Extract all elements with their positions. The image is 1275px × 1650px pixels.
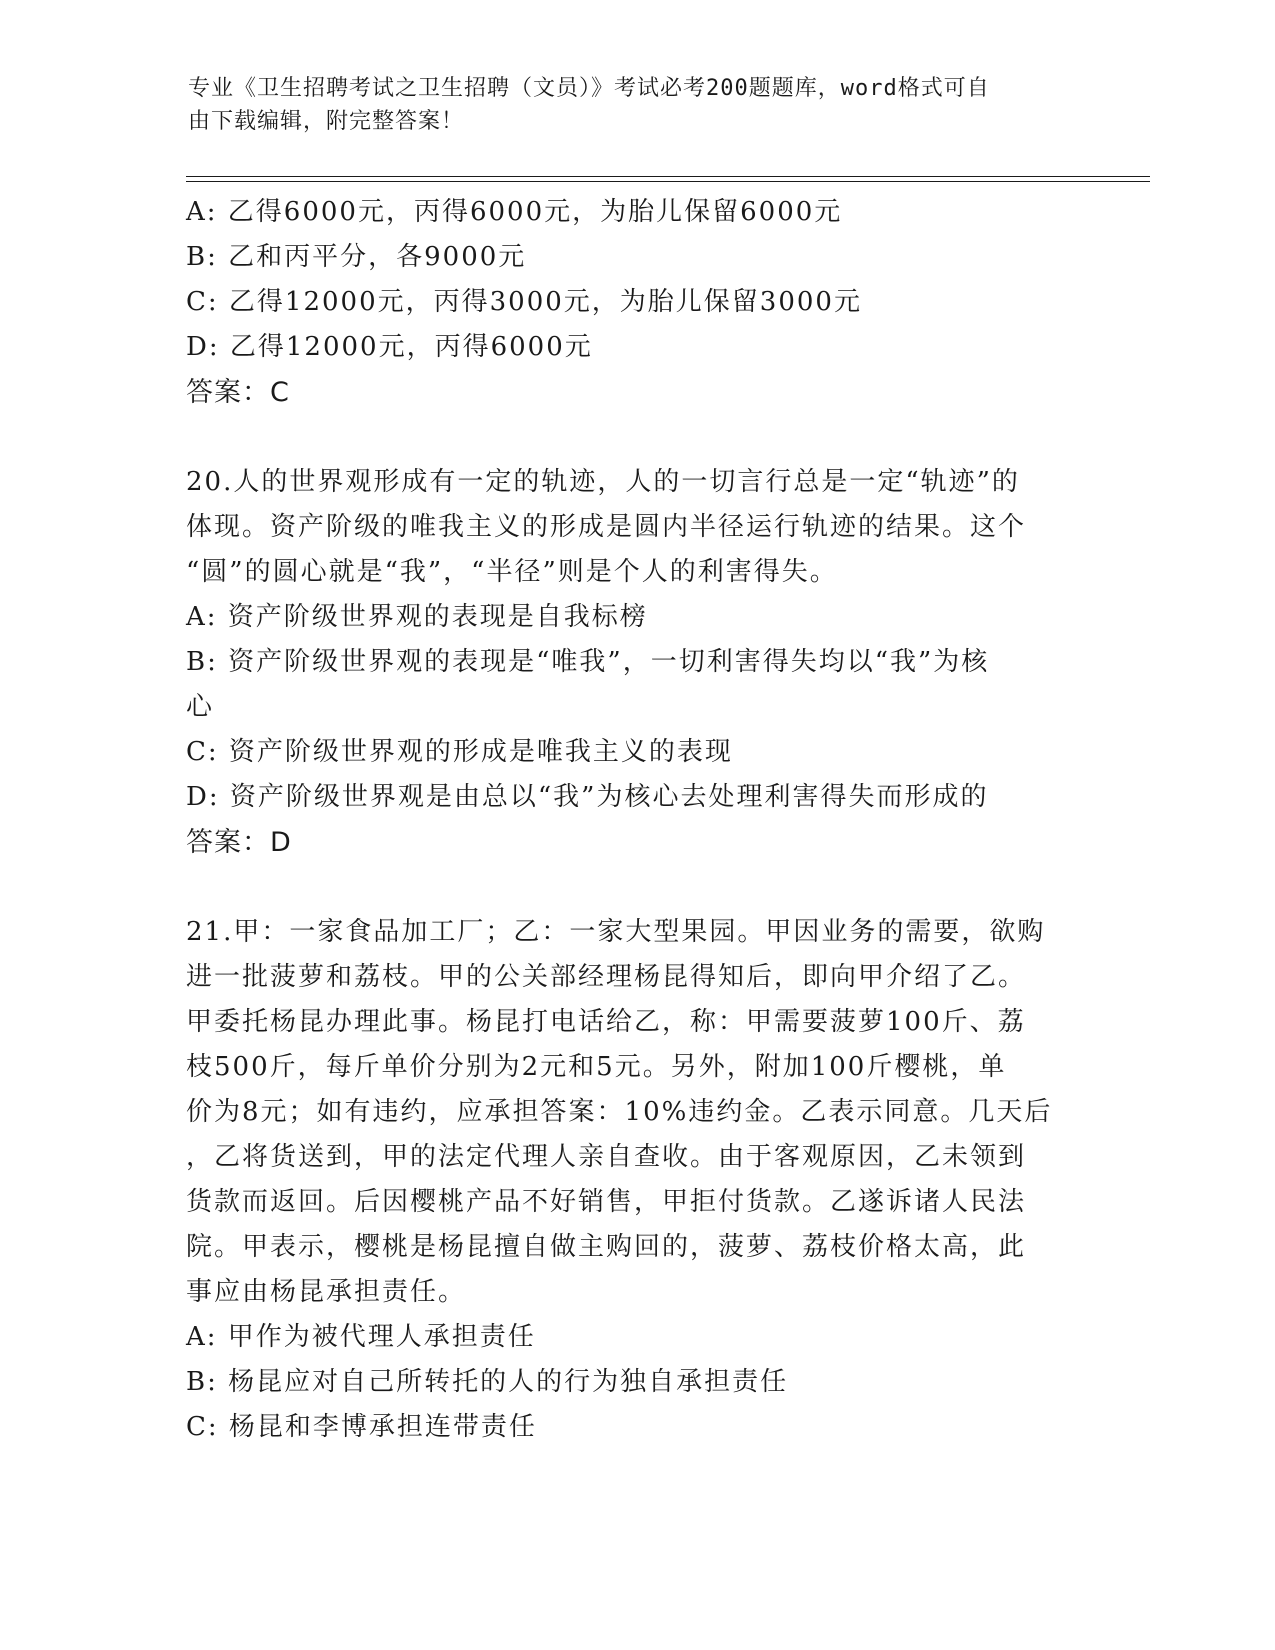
option-c: C: 杨昆和李博承担连带责任: [186, 1412, 537, 1442]
option-a: A: 资产阶级世界观的表现是自我标榜: [186, 602, 648, 632]
answer-line: 答案：C: [186, 377, 290, 408]
header-line-2: 由下载编辑，附完整答案！: [188, 109, 465, 134]
question-stem-line: “圆”的圆心就是“我”，“半径”则是个人的利害得失。: [186, 557, 838, 587]
question-stem-line: 枝500斤，每斤单价分别为2元和5元。另外，附加100斤樱桃，单: [186, 1052, 1007, 1082]
option-b: B: 杨昆应对自己所转托的人的行为独自承担责任: [186, 1367, 789, 1397]
question-stem-line: 21.甲：一家食品加工厂；乙：一家大型果园。甲因业务的需要，欲购: [186, 917, 1046, 947]
option-c: C: 资产阶级世界观的形成是唯我主义的表现: [186, 737, 733, 767]
question-stem-line: ，乙将货送到，甲的法定代理人亲自查收。由于客观原因，乙未领到: [186, 1142, 1027, 1172]
question-stem-line: 体现。资产阶级的唯我主义的形成是圆内半径运行轨迹的结果。这个: [186, 512, 1027, 542]
question-stem-line: 进一批菠萝和荔枝。甲的公关部经理杨昆得知后，即向甲介绍了乙。: [186, 962, 1027, 992]
document-header: [188, 72, 1088, 138]
header-divider-top: [186, 176, 1150, 177]
question-stem-line: 事应由杨昆承担责任。: [186, 1277, 467, 1307]
answer-line: 答案：D: [186, 827, 292, 858]
question-stem-line: 院。甲表示，樱桃是杨昆擅自做主购回的，菠萝、荔枝价格太高，此: [186, 1232, 1027, 1262]
option-b: B: 乙和丙平分，各9000元: [186, 242, 527, 272]
spacer: [186, 415, 1086, 460]
option-b: B: 资产阶级世界观的表现是“唯我”，一切利害得失均以“我”为核: [186, 647, 990, 677]
option-d: D: 资产阶级世界观是由总以“我”为核心去处理利害得失而形成的: [186, 782, 989, 812]
question-stem-line: 货款而返回。后因樱桃产品不好销售，甲拒付货款。乙遂诉诸人民法: [186, 1187, 1027, 1217]
spacer: [186, 865, 1086, 910]
header-line-1: 专业《卫生招聘考试之卫生招聘（文员）》考试必考200题题库，word格式可自: [188, 76, 990, 101]
question-stem-line: 甲委托杨昆办理此事。杨昆打电话给乙，称：甲需要菠萝100斤、荔: [186, 1007, 1026, 1037]
question-21: [186, 910, 1086, 1450]
question-stem-line: 价为8元；如有违约，应承担答案：10%违约金。乙表示同意。几天后: [186, 1097, 1053, 1127]
option-a: A: 乙得6000元，丙得6000元，为胎儿保留6000元: [186, 197, 843, 227]
header-divider-bottom: [186, 181, 1150, 182]
option-d: D: 乙得12000元，丙得6000元: [186, 332, 593, 362]
question-stem-line: 20.人的世界观形成有一定的轨迹，人的一切言行总是一定“轨迹”的: [186, 467, 1020, 497]
question-19-options: [186, 190, 1086, 415]
option-a: A: 甲作为被代理人承担责任: [186, 1322, 536, 1352]
question-20: [186, 460, 1086, 865]
option-c: C: 乙得12000元，丙得3000元，为胎儿保留3000元: [186, 287, 862, 317]
option-b-continued: 心: [186, 692, 215, 722]
document-body: [186, 190, 1086, 1450]
